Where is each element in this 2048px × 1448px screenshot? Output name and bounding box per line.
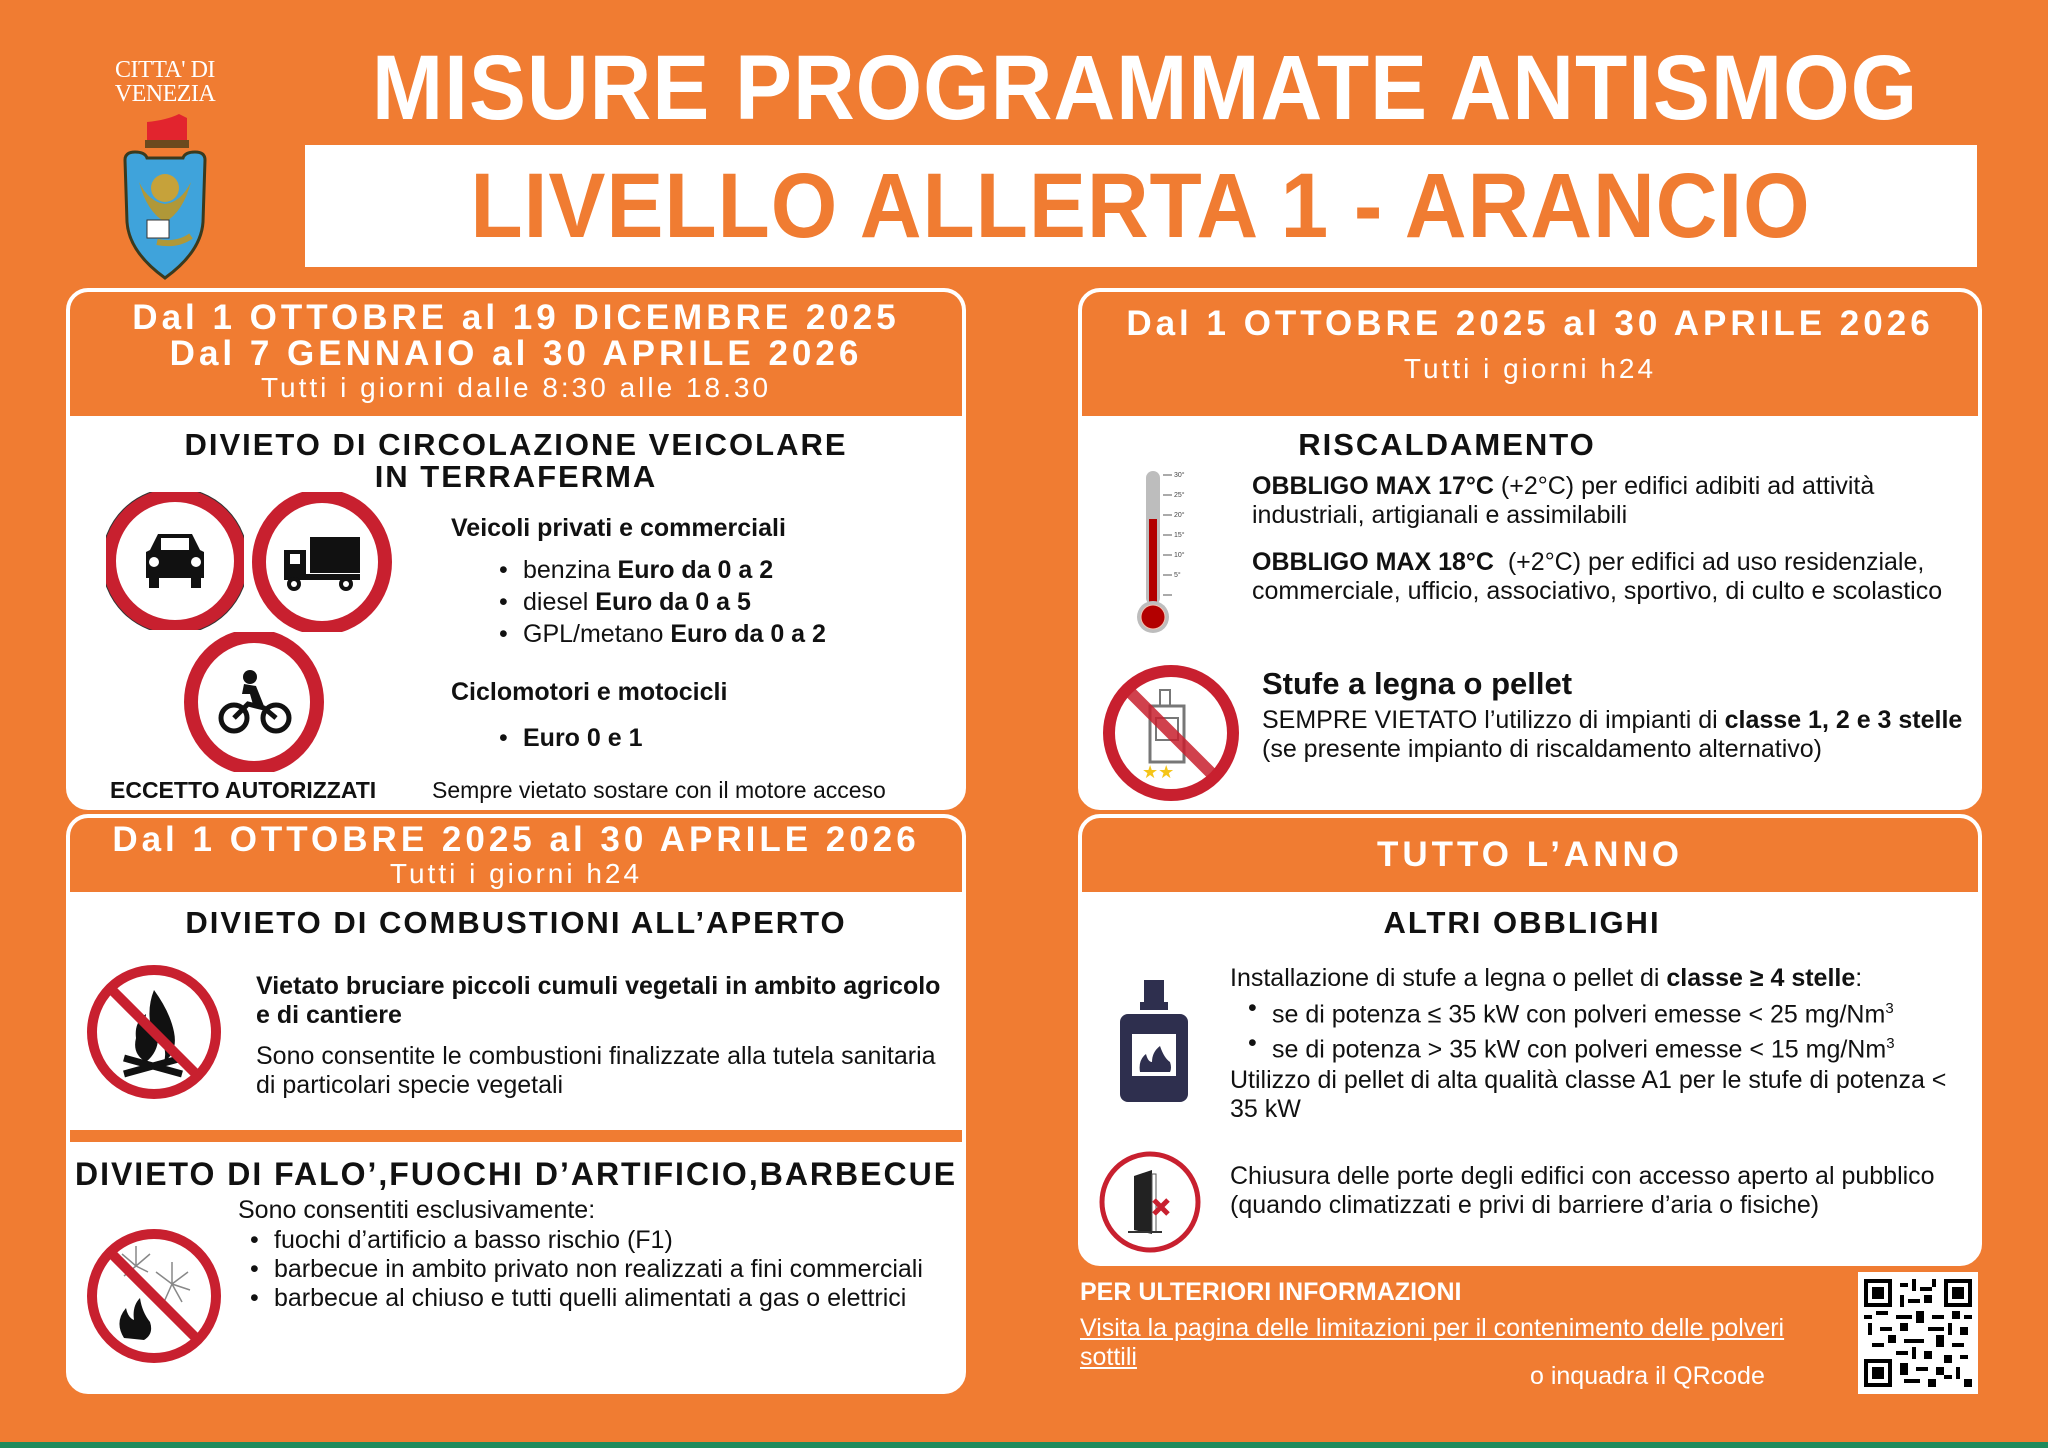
heating-panel-header [1082,292,1978,416]
qr-code-icon [1864,1278,1972,1388]
stoves-bold: classe 1, 2 e 3 stelle [1724,706,1963,734]
power-item-text: se di potenza > 35 kW con polveri emesse < 15 mg/Nm [1272,1035,1887,1064]
stoves-text-2: (se presente impianto di riscaldamento alternativo) [1262,735,1822,763]
logo-line-2: VENEZIA [114,81,216,107]
footer-green-line [0,1442,2048,1448]
moto-item [495,724,643,753]
no-cars-sign-icon [106,492,244,630]
power-item [1244,994,1982,1029]
stoves-text-1: SEMPRE VIETATO l’utilizzo di impianti di [1262,706,1725,734]
year-round-label: TUTTO L’ANNO [1377,835,1683,874]
vehicles-list [495,554,826,650]
combustion-note: Sono consentite le combustioni finalizzate alla tutela sanitaria di particolari specie vegetali [256,1042,936,1099]
fuel-type: benzina [523,556,618,584]
section-divider [70,1130,962,1142]
heating-title: RISCALDAMENTO [1298,427,1596,462]
more-info-heading: PER ULTERIORI INFORMAZIONI [1080,1278,1462,1306]
no-fireworks-sign-icon [84,1226,224,1366]
stoves-rule [1262,706,1978,764]
logo-line-1: CITTA' DI [115,57,215,83]
idling-note: Sempre vietato sostare con il motore acceso [432,777,886,803]
exception-label: ECCETTO AUTORIZZATI [110,777,377,803]
year-round-panel-header [1082,818,1978,892]
no-fire-sign-icon [84,962,224,1102]
page-title: MISURE PROGRAMMATE ANTISMOG [371,37,1919,139]
power-item-text: se di potenza ≤ 35 kW con polveri emesse < 25 mg/Nm [1272,1000,1886,1029]
install-colon: : [1855,964,1863,992]
allowed-item: • fuochi d’artificio a basso rischio (F1) [246,1226,926,1255]
no-motorcycles-sign-icon [184,632,324,772]
power-item [1244,1029,1982,1064]
euro-rule: Euro da 0 a 2 [670,620,826,648]
superscript: 3 [1886,1035,1895,1053]
moto-list [495,724,643,753]
wood-stove-icon [1114,980,1194,1108]
tick-15: 15° [1174,532,1185,539]
traffic-date-1: Dal 1 OTTOBRE al 19 DICEMBRE 2025 [132,298,900,337]
vehicle-item [495,586,826,618]
install-bold: classe ≥ 4 stelle [1666,964,1856,992]
fireworks-allowed-list [246,1226,926,1313]
traffic-title-1: DIVIETO DI CIRCOLAZIONE VEICOLARE [184,427,848,462]
superscript: 3 [1885,1000,1894,1017]
thermometer-icon [1136,467,1206,637]
vehicle-item [495,554,826,586]
pellet-rule: Utilizzo di pellet di alta qualità classe A1 per le stufe di potenza < 35 kW [1230,1066,1947,1123]
install-text: Installazione di stufe a legna o pellet di [1230,964,1667,992]
combustion-rule: Vietato bruciare piccoli cumuli vegetali in ambito agricolo e di cantiere [256,972,941,1029]
traffic-title-2: IN TERRAFERMA [374,459,658,494]
fireworks-title: DIVIETO DI FALO’,FUOCHI D’ARTIFICIO,BARBECUE [74,1156,958,1192]
vehicles-heading: Veicoli privati e commerciali [451,514,786,542]
traffic-panel-header [70,292,962,416]
heating-hours: Tutti i giorni h24 [1403,353,1657,384]
combustion-panel [66,814,966,1394]
alert-level-text: LIVELLO ALLERTA 1 - ARANCIO [470,154,1812,257]
other-obligations-title: ALTRI OBBLIGHI [1383,905,1661,940]
fuel-type: GPL/metano [523,620,671,648]
combustion-panel-header [70,818,962,892]
stoves-heading: Stufe a legna o pellet [1262,666,1573,701]
combustion-title: DIVIETO DI COMBUSTIONI ALL’APERTO [185,905,847,940]
limitations-page-link[interactable]: Visita la pagina delle limitazioni per il contenimento delle polveri sottili [1080,1314,1785,1371]
fireworks-intro: Sono consentiti esclusivamente: [238,1196,596,1224]
closed-door-sign-icon [1096,1148,1204,1256]
rule-17-text: (+2°C) per edifici adibiti ad attività industriali, artigianali e assimilabili [1252,472,1875,529]
traffic-ban-panel [66,288,966,810]
no-trucks-sign-icon [252,492,392,632]
svg-text:★★: ★★ [1142,762,1175,782]
tick-5: 5° [1174,572,1181,579]
allowed-item: • barbecue al chiuso e tutti quelli alimentati a gas o elettrici [246,1284,926,1313]
qr-code[interactable] [1858,1272,1978,1394]
euro-rule: Euro da 0 a 5 [595,588,751,616]
tick-30: 30° [1174,472,1185,479]
tick-20: 20° [1174,512,1185,519]
rule-18-text: (+2°C) per edifici ad uso residenziale, commerciale, ufficio, associativo, sportivo, di culto e scolastico [1252,548,1943,605]
stove-install-rule [1230,964,1970,993]
euro-rule: Euro da 0 a 2 [617,556,774,584]
heating-rule-18 [1252,548,1972,606]
heating-date: Dal 1 OTTOBRE 2025 al 30 APRILE 2026 [1126,304,1934,343]
qr-hint: o inquadra il QRcode [1530,1362,1765,1390]
traffic-hours: Tutti i giorni dalle 8:30 alle 18.30 [260,372,772,403]
combustion-hours: Tutti i giorni h24 [389,858,643,889]
doors-rule: Chiusura delle porte degli edifici con accesso aperto al pubblico (quando climatizzati e privi di barriere d’aria o fisiche) [1230,1162,1935,1219]
moto-heading: Ciclomotori e motocicli [451,678,728,706]
moto-rule: Euro 0 e 1 [523,724,643,752]
heating-panel [1078,288,1982,810]
allowed-item: • barbecue in ambito privato non realizzati a fini commerciali [246,1255,926,1284]
year-round-panel [1078,814,1982,1266]
heating-rule-17 [1252,472,1972,530]
stove-power-list [1244,994,1982,1065]
tick-10: 10° [1174,552,1185,559]
tick-25: 25° [1174,492,1185,499]
venice-coat-of-arms-icon [117,112,213,282]
fuel-type: diesel [523,588,596,616]
rule-18-bold: OBBLIGO MAX 18°C [1252,548,1494,576]
combustion-date: Dal 1 OTTOBRE 2025 al 30 APRILE 2026 [112,820,920,859]
alert-level-banner [305,145,1977,267]
vehicle-item [495,618,826,650]
rule-17-bold: OBBLIGO MAX 17°C [1252,472,1494,500]
no-wood-stove-sign-icon [1102,664,1240,802]
city-logo [100,58,230,282]
traffic-date-2: Dal 7 GENNAIO al 30 APRILE 2026 [169,334,863,373]
